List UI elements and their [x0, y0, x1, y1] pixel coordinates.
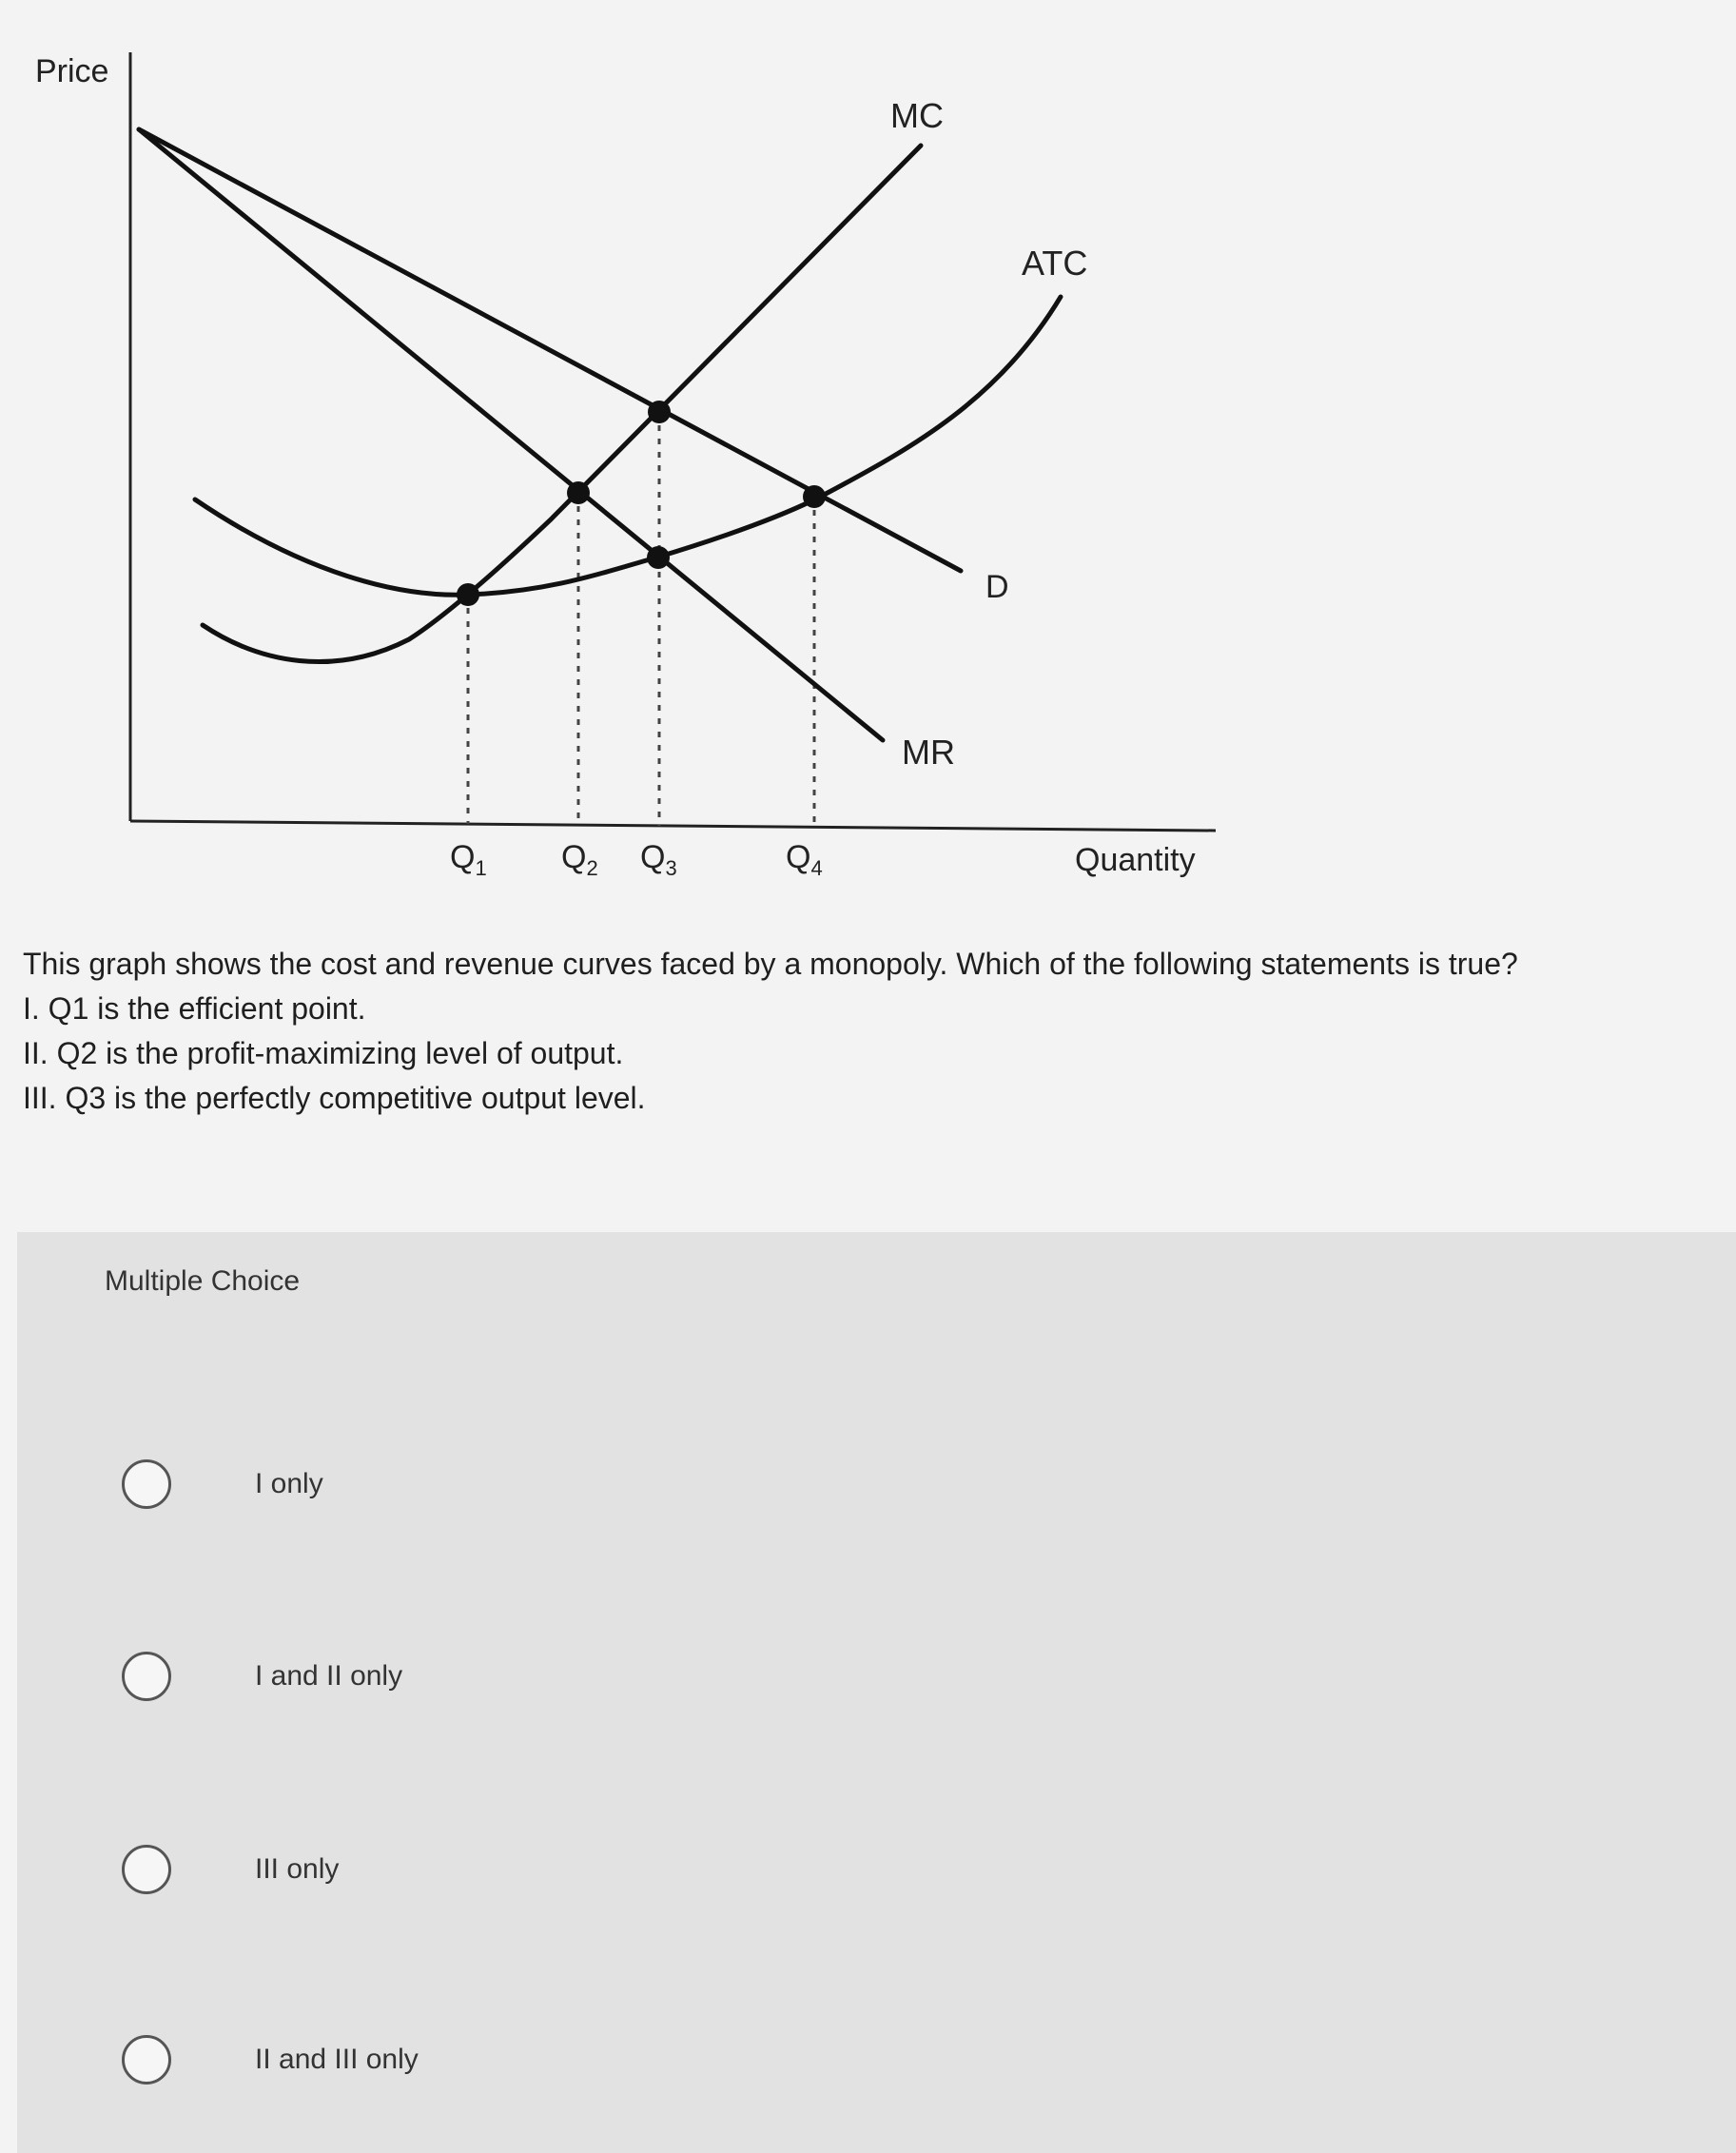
q4-point	[803, 485, 826, 508]
choice-label: I only	[255, 1468, 323, 1499]
q3-atc-point	[647, 546, 670, 569]
q2-label: $Q_2$	[561, 839, 598, 880]
question-prompt: This graph shows the cost and revenue curves faced by a monopoly. Which of the following statements is true?	[23, 947, 1518, 981]
demand-curve	[139, 129, 961, 571]
y-axis-label: Price	[35, 53, 109, 89]
q4-label: $Q_4$	[786, 839, 823, 880]
x-axis	[130, 821, 1216, 831]
demand-label: D	[985, 569, 1009, 605]
radio-button-icon[interactable]	[122, 1845, 171, 1894]
question-text	[23, 942, 1716, 1121]
choice-option-1[interactable]	[122, 1432, 1644, 1536]
multiple-choice-title: Multiple Choice	[105, 1265, 301, 1297]
statement-3: III. Q3 is the perfectly competitive output level.	[23, 1081, 646, 1115]
radio-button-icon[interactable]	[122, 2035, 171, 2084]
statement-1: I. Q1 is the efficient point.	[23, 991, 366, 1026]
q3-price-point	[648, 401, 671, 423]
mc-label: MC	[890, 96, 944, 135]
choice-label: III only	[255, 1853, 340, 1885]
q2-point	[567, 481, 590, 504]
statement-2: II. Q2 is the profit-maximizing level of output.	[23, 1036, 624, 1070]
mr-label: MR	[902, 733, 955, 772]
radio-button-icon[interactable]	[122, 1459, 171, 1509]
radio-button-icon[interactable]	[122, 1652, 171, 1701]
choice-label: II and III only	[255, 2044, 419, 2075]
q1-label: $Q_1$	[450, 839, 487, 880]
monopoly-graph	[0, 0, 1736, 904]
atc-label: ATC	[1022, 244, 1088, 283]
choice-option-4[interactable]	[122, 2007, 1644, 2112]
atc-curve	[195, 297, 1061, 595]
multiple-choice-panel	[17, 1232, 1736, 2153]
x-axis-label: Quantity	[1075, 842, 1196, 878]
choice-option-2[interactable]	[122, 1624, 1644, 1729]
q1-point	[457, 583, 479, 606]
q3-label: $Q_3$	[640, 839, 677, 880]
choice-label: I and II only	[255, 1660, 403, 1692]
choice-option-3[interactable]	[122, 1817, 1644, 1922]
